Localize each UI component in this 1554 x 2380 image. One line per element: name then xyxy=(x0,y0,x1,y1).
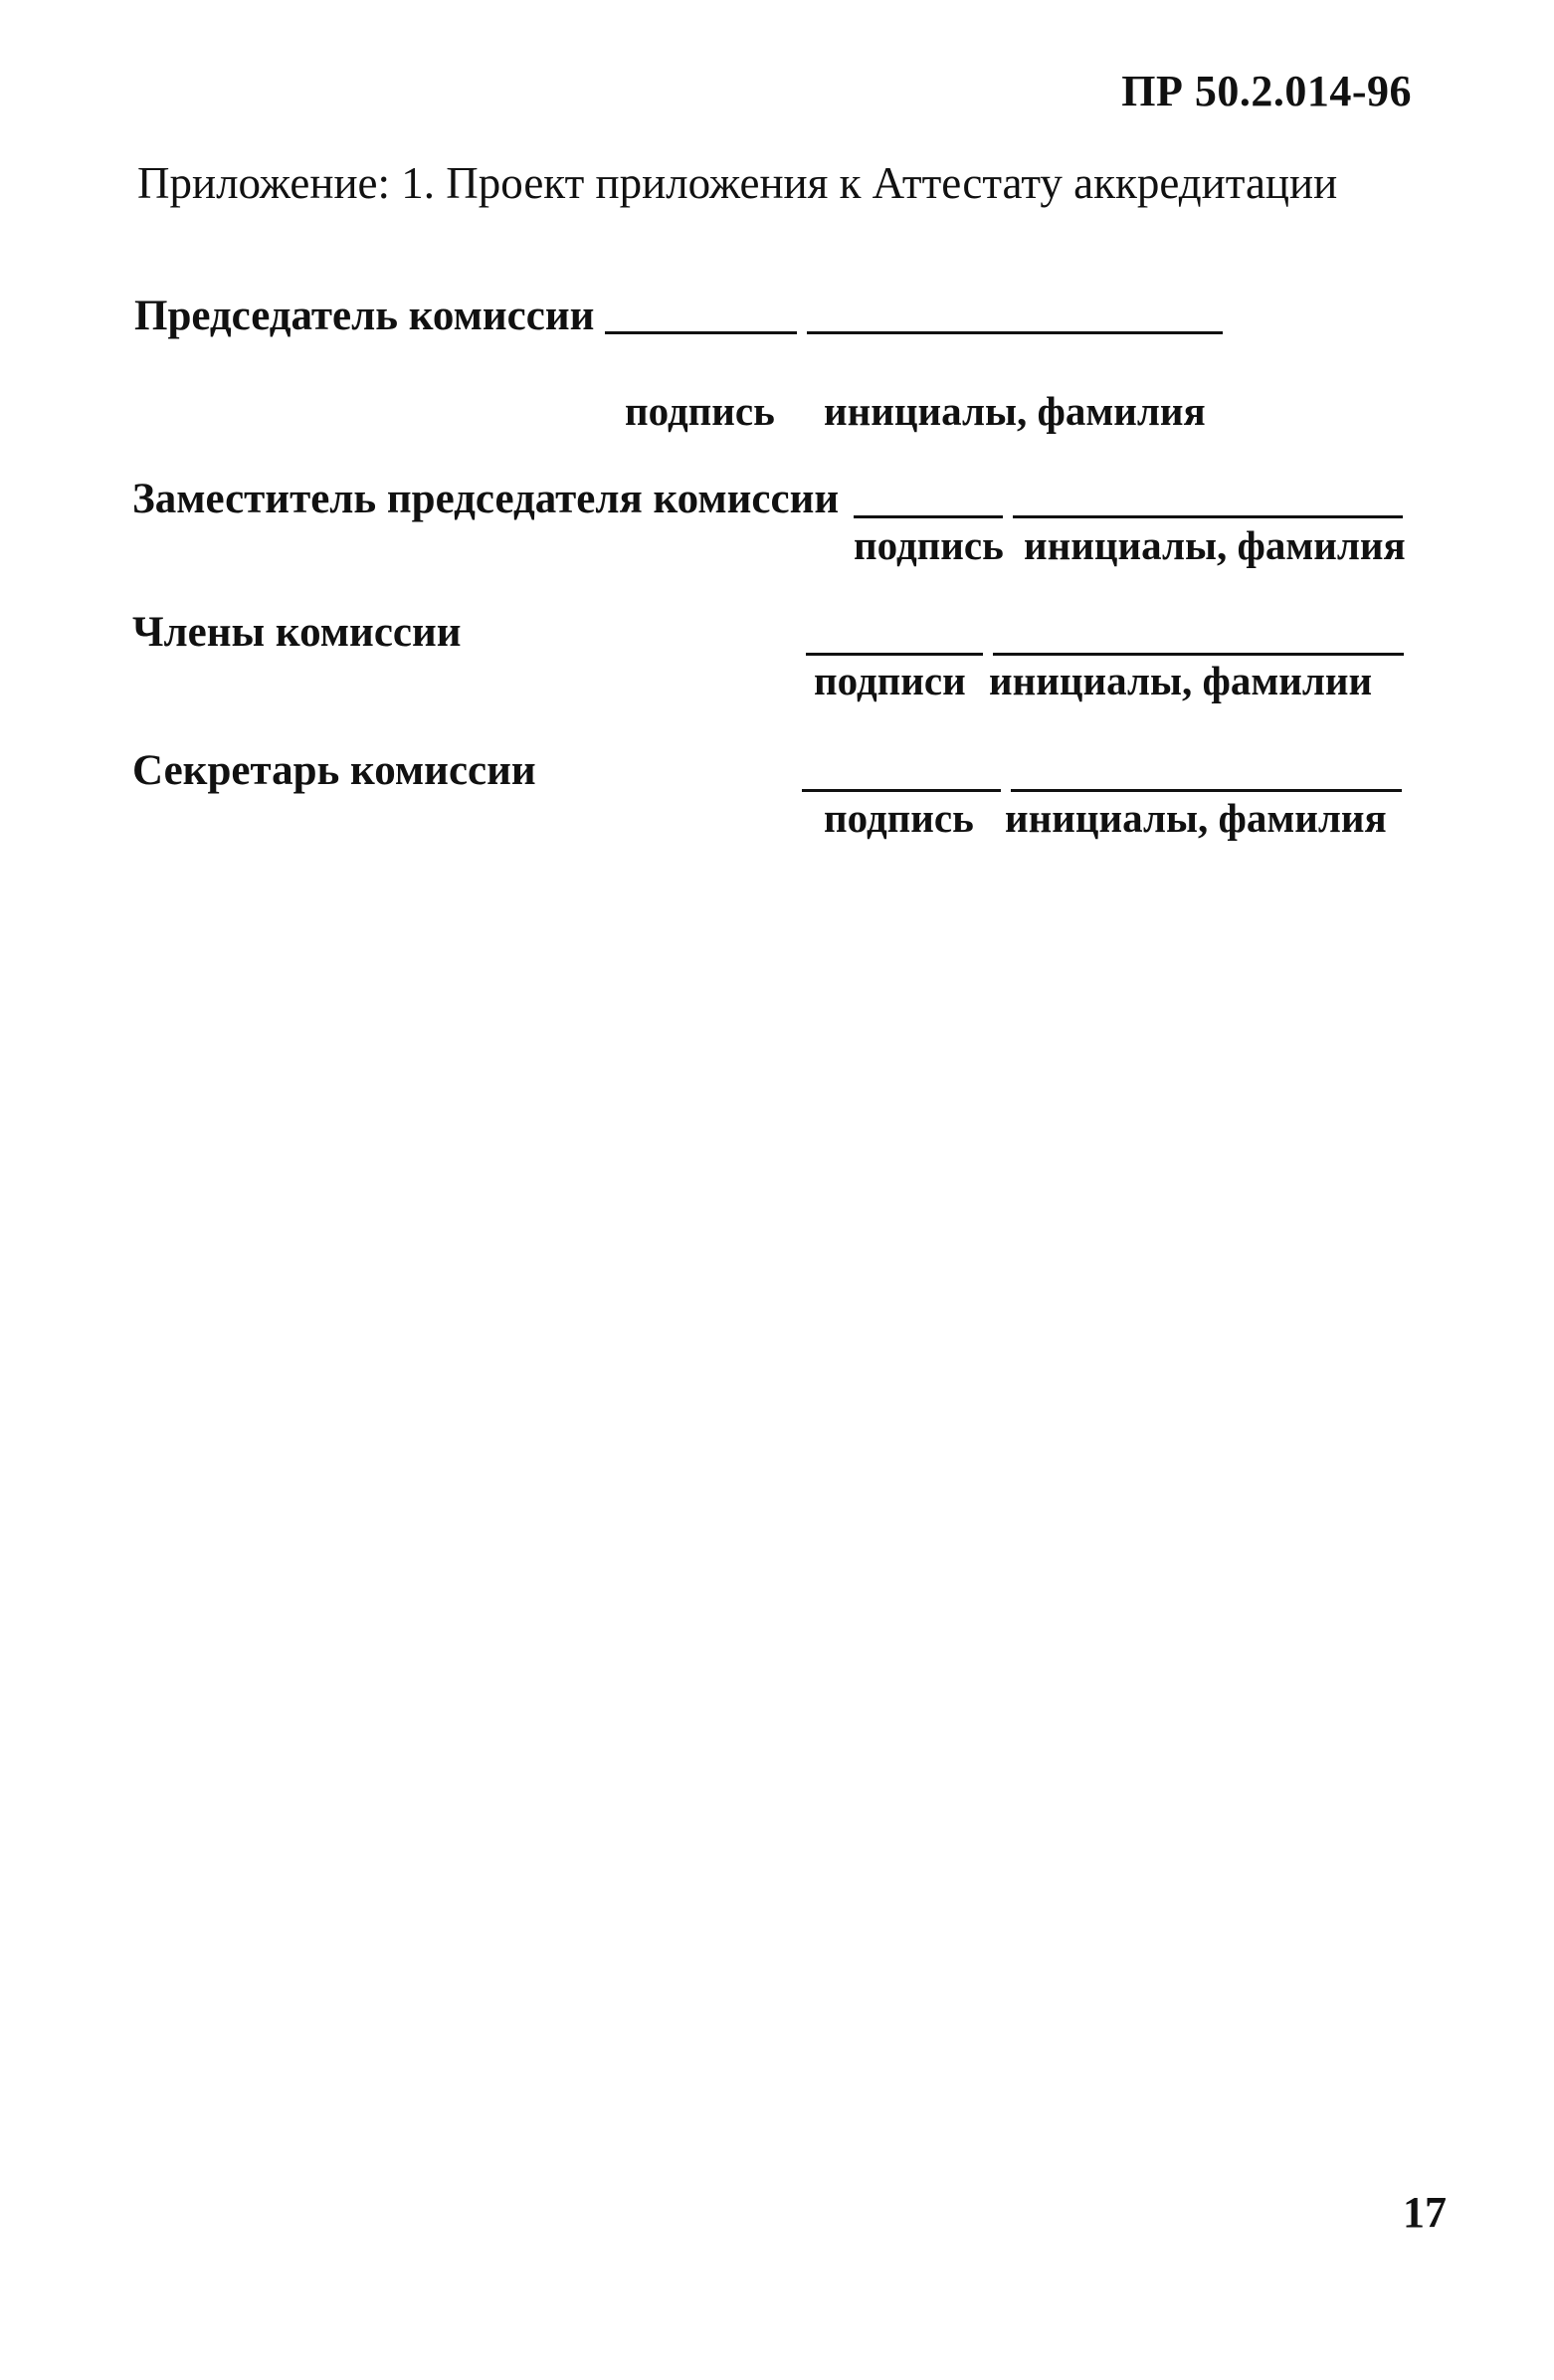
chairman-name-line xyxy=(807,331,1223,334)
deputy-signature-line xyxy=(854,515,1003,518)
attachment-text: Приложение: 1. Проект приложения к Аттестату аккредитации xyxy=(137,158,1338,208)
deputy-sign-caption: подпись xyxy=(854,522,1004,568)
secretary-sign-caption: подпись xyxy=(824,795,974,841)
members-name-caption: инициалы, фамилии xyxy=(989,658,1373,703)
deputy-name-caption: инициалы, фамилия xyxy=(1024,522,1406,568)
document-code: ПР 50.2.014-96 xyxy=(1121,67,1412,115)
members-role-label: Члены комиссии xyxy=(132,609,462,656)
chairman-sign-caption: подпись xyxy=(625,388,775,434)
chairman-signature-line xyxy=(605,331,797,334)
secretary-role-label: Секретарь комиссии xyxy=(132,747,536,794)
deputy-role-label: Заместитель председателя комиссии xyxy=(132,476,840,522)
chairman-name-caption: инициалы, фамилия xyxy=(824,388,1206,434)
members-signature-line xyxy=(806,653,983,656)
deputy-name-line xyxy=(1013,515,1403,518)
page-number: 17 xyxy=(1403,2188,1447,2237)
secretary-signature-line xyxy=(802,789,1001,792)
members-name-line xyxy=(993,653,1404,656)
chairman-role-label: Председатель комиссии xyxy=(134,293,595,339)
secretary-name-line xyxy=(1011,789,1402,792)
secretary-name-caption: инициалы, фамилия xyxy=(1005,795,1387,841)
members-sign-caption: подписи xyxy=(814,658,966,703)
